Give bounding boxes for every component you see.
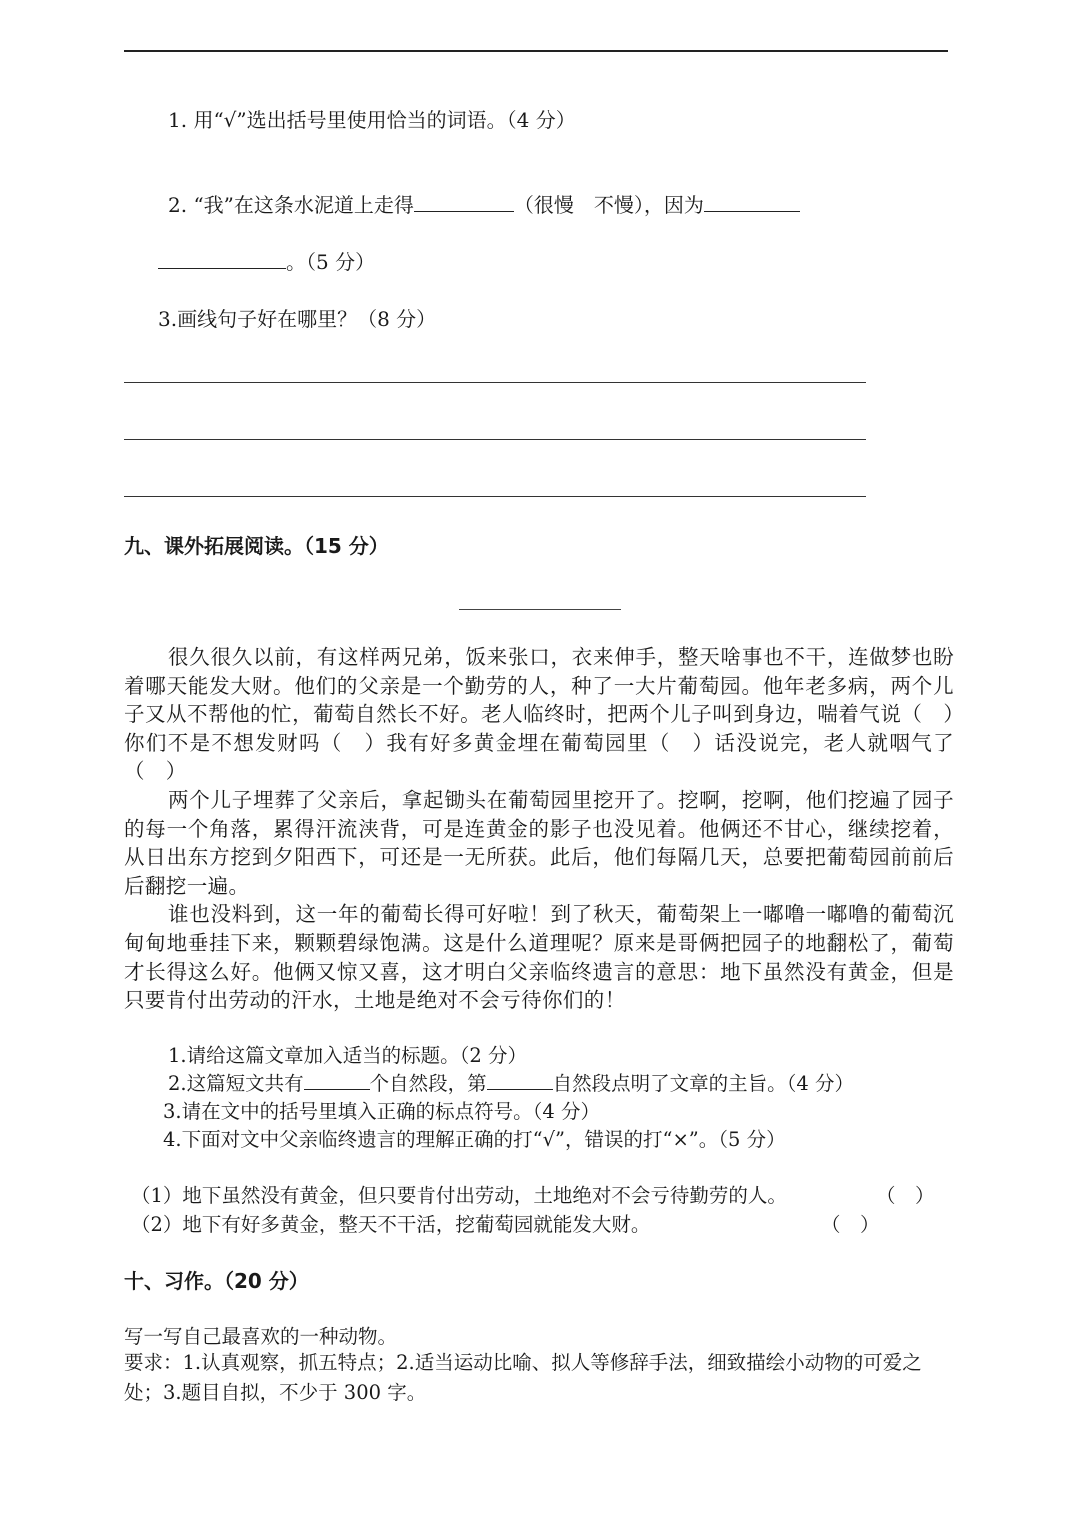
s9-q2-blank-2[interactable] xyxy=(487,1071,553,1090)
judgement-box-1[interactable]: （ ） xyxy=(876,1184,935,1207)
reading-passage xyxy=(124,643,954,1015)
s9-q2-text-a: 2.这篇短文共有 xyxy=(168,1072,304,1095)
passage-paragraph-2: 两个儿子埋葬了父亲后，拿起锄头在葡萄园里挖开了。挖啊，挖啊，他们挖遍了园子的每一个角落，累得汗流浃背，可是连黄金的影子也没见着。他俩还不甘心，继续挖着，从日出东方挖到夕阳西下，可还是一无所获。此后，他们每隔几天，总要把葡萄园前前后后翻挖一遍。 xyxy=(124,787,954,898)
passage-paragraph-3: 谁也没料到，这一年的葡萄长得可好啦！到了秋天，葡萄架上一嘟噜一嘟噜的葡萄沉甸甸地垂挂下来，颗颗碧绿饱满。这是什么道理呢？原来是哥俩把园子的地翻松了，葡萄才长得这么好。他俩又惊又喜，这才明白父亲临终遗言的意思：地下虽然没有黄金，但是只要肯付出劳动的汗水，土地是绝对不会亏待你们的！ xyxy=(124,902,954,1013)
top-rule xyxy=(124,50,948,52)
s8-q2-text-b: （很慢 不慢），因为 xyxy=(513,193,704,217)
s9-q2-blank-1[interactable] xyxy=(304,1071,370,1090)
s8-q2-text-a: 2. “我”在这条水泥道上走得 xyxy=(168,193,414,217)
section-9-heading: 九、课外拓展阅读。（15 分） xyxy=(124,534,389,558)
s9-question-4: 4.下面对文中父亲临终遗言的理解正确的打“√”，错误的打“×”。（5 分） xyxy=(163,1128,786,1151)
judgement-box-2[interactable]: （ ） xyxy=(821,1213,880,1236)
s9-question-1: 1.请给这篇文章加入适当的标题。（2 分） xyxy=(168,1044,527,1067)
judgement-item-1: （1）地下虽然没有黄金，但只要肯付出劳动，土地绝对不会亏待勤劳的人。 xyxy=(131,1184,787,1207)
answer-line-3[interactable] xyxy=(124,496,866,497)
title-blank[interactable] xyxy=(459,609,621,610)
s9-question-2 xyxy=(168,1068,854,1096)
s9-question-3: 3.请在文中的括号里填入正确的标点符号。（4 分） xyxy=(163,1100,600,1123)
judgement-item-2: （2）地下有好多黄金，整天不干活，挖葡萄园就能发大财。 xyxy=(131,1213,651,1236)
s9-q2-text-b: 个自然段，第 xyxy=(369,1072,487,1095)
s8-question-2 xyxy=(168,189,800,218)
answer-line-1[interactable] xyxy=(124,382,866,383)
s8-question-2-cont xyxy=(158,246,375,275)
section-10-heading: 十、习作。（20 分） xyxy=(124,1269,309,1293)
answer-line-2[interactable] xyxy=(124,439,866,440)
s8-q2-blank-1[interactable] xyxy=(414,193,514,212)
writing-prompt: 写一写自己最喜欢的一种动物。 xyxy=(124,1325,398,1348)
s8-q2-blank-3[interactable] xyxy=(158,250,286,269)
writing-requirements: 要求：1.认真观察，抓五特点；2.适当运动比喻、拟人等修辞手法，细致描绘小动物的可爱之处；3.题目自拟，不少于 300 字。 xyxy=(124,1351,922,1404)
s8-question-3: 3.画线句子好在哪里？（8 分） xyxy=(158,307,437,331)
passage-paragraph-1: 很久很久以前，有这样两兄弟，饭来张口，衣来伸手，整天啥事也不干，连做梦也盼着哪天能发大财。他们的父亲是一个勤劳的人，种了一大片葡萄园。他年老多病，两个儿子又从不帮他的忙，葡萄自然长不好。老人临终时，把两个儿子叫到身边，喘着气说（ ）你们不是不想发财吗（ ）我有好多黄金埋在葡萄园里（ ）话没说完，老人就咽气了（ ） xyxy=(124,645,954,784)
s8-question-1: 1. 用“√”选出括号里使用恰当的词语。（4 分） xyxy=(168,108,576,132)
s8-q2-text-c: 。（5 分） xyxy=(286,250,376,274)
s9-q2-text-c: 自然段点明了文章的主旨。（4 分） xyxy=(552,1072,854,1095)
s8-q2-blank-2[interactable] xyxy=(704,193,800,212)
